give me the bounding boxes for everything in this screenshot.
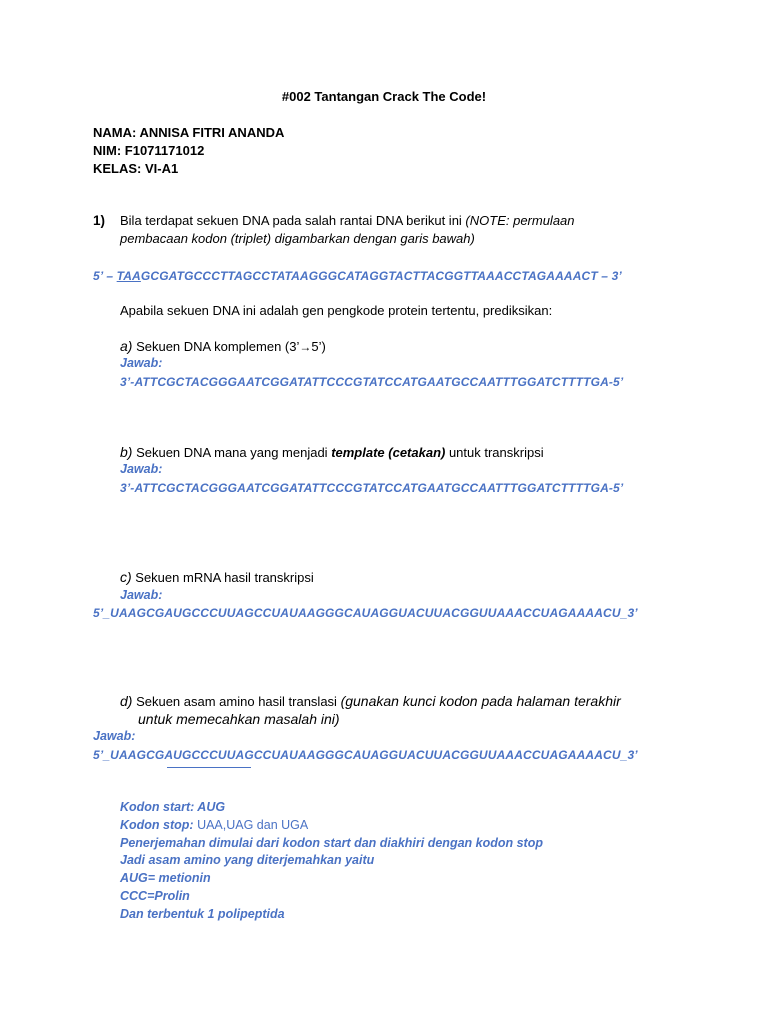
- question-note: (NOTE: permulaan: [465, 213, 575, 228]
- arrow-right-icon: →: [299, 340, 312, 354]
- part-c-letter: c): [120, 569, 132, 585]
- part-c-label: [120, 569, 314, 585]
- student-name: NAMA: ANNISA FITRI ANANDA: [93, 125, 285, 140]
- stop-codon-label: Kodon stop:: [120, 818, 194, 832]
- dna-rest: GCGATGCCCTTAGCCTATAAGGGCATAGGTACTTACGGTTAAACCTAGAAAACT – 3’: [140, 269, 622, 283]
- part-a-text-end: 5’): [311, 339, 326, 354]
- question-intro-text: Bila terdapat sekuen DNA pada salah rantai DNA berikut ini: [120, 213, 466, 228]
- dna-sequence: [93, 269, 622, 283]
- part-b-jawab: Jawab:: [120, 462, 163, 476]
- part-d-hint: (gunakan kunci kodon pada halaman terakhir: [340, 693, 621, 709]
- part-d-answer: 5’_UAAGCGAUGCCCUUAGCCUAUAAGGGCAUAGGUACUUACGGUUAAACCUAGAAAACU_3’: [93, 748, 638, 762]
- part-b-template: template (cetakan): [331, 445, 446, 460]
- question-prompt: Apabila sekuen DNA ini adalah gen pengkode protein tertentu, prediksikan:: [120, 303, 553, 318]
- amino-acid-aug: AUG= metionin: [120, 871, 211, 885]
- part-a-jawab: Jawab:: [120, 356, 163, 370]
- stop-codon-note: [120, 818, 308, 832]
- part-c-answer: 5’_UAAGCGAUGCCCUUAGCCUAUAAGGGCAUAGGUACUUACGGUUAAACCUAGAAAACU_3’: [93, 606, 638, 620]
- part-d-jawab: Jawab:: [93, 729, 136, 743]
- part-d-hint-line2: untuk memecahkan masalah ini): [138, 711, 340, 727]
- part-b-label: [120, 444, 544, 460]
- student-class: KELAS: VI-A1: [93, 161, 179, 176]
- part-a-label: [120, 338, 326, 354]
- question-note-line2: pembacaan kodon (triplet) digambarkan dengan garis bawah): [120, 231, 475, 246]
- stop-codon-values: UAA,UAG dan UGA: [193, 818, 309, 832]
- polypeptide-note: Dan terbentuk 1 polipeptida: [120, 907, 285, 921]
- part-b-letter: b): [120, 444, 133, 460]
- part-b-text-end: untuk transkripsi: [445, 445, 544, 460]
- part-a-answer: 3’-ATTCGCTACGGGAATCGGATATTCCCGTATCCATGAATGCCAATTTGGATCTTTTGA-5’: [120, 375, 624, 389]
- amino-acid-ccc: CCC=Prolin: [120, 889, 190, 903]
- page-title: #002 Tantangan Crack The Code!: [281, 89, 487, 104]
- question-intro: [120, 213, 575, 228]
- start-codon-note: Kodon start: AUG: [120, 800, 226, 814]
- part-c-text: Sekuen mRNA hasil transkripsi: [131, 570, 314, 585]
- part-d-label: [120, 693, 621, 709]
- translated-intro: Jadi asam amino yang diterjemahkan yaitu: [120, 853, 375, 867]
- part-d-text: Sekuen asam amino hasil translasi: [132, 694, 341, 709]
- translation-note: Penerjemahan dimulai dari kodon start dan diakhiri dengan kodon stop: [120, 836, 543, 850]
- part-b-text: Sekuen DNA mana yang menjadi: [132, 445, 332, 460]
- start-codon-underline: [167, 767, 251, 768]
- part-c-jawab: Jawab:: [120, 588, 163, 602]
- part-d-letter: d): [120, 693, 133, 709]
- student-nim: NIM: F1071171012: [93, 143, 205, 158]
- dna-prefix: 5’ –: [93, 269, 117, 283]
- dna-start-triplet: TAA: [116, 269, 141, 283]
- part-b-answer: 3’-ATTCGCTACGGGAATCGGATATTCCCGTATCCATGAATGCCAATTTGGATCTTTTGA-5’: [120, 481, 624, 495]
- question-number: 1): [93, 213, 106, 228]
- part-a-text: Sekuen DNA komplemen (3’: [132, 339, 300, 354]
- part-a-letter: a): [120, 338, 133, 354]
